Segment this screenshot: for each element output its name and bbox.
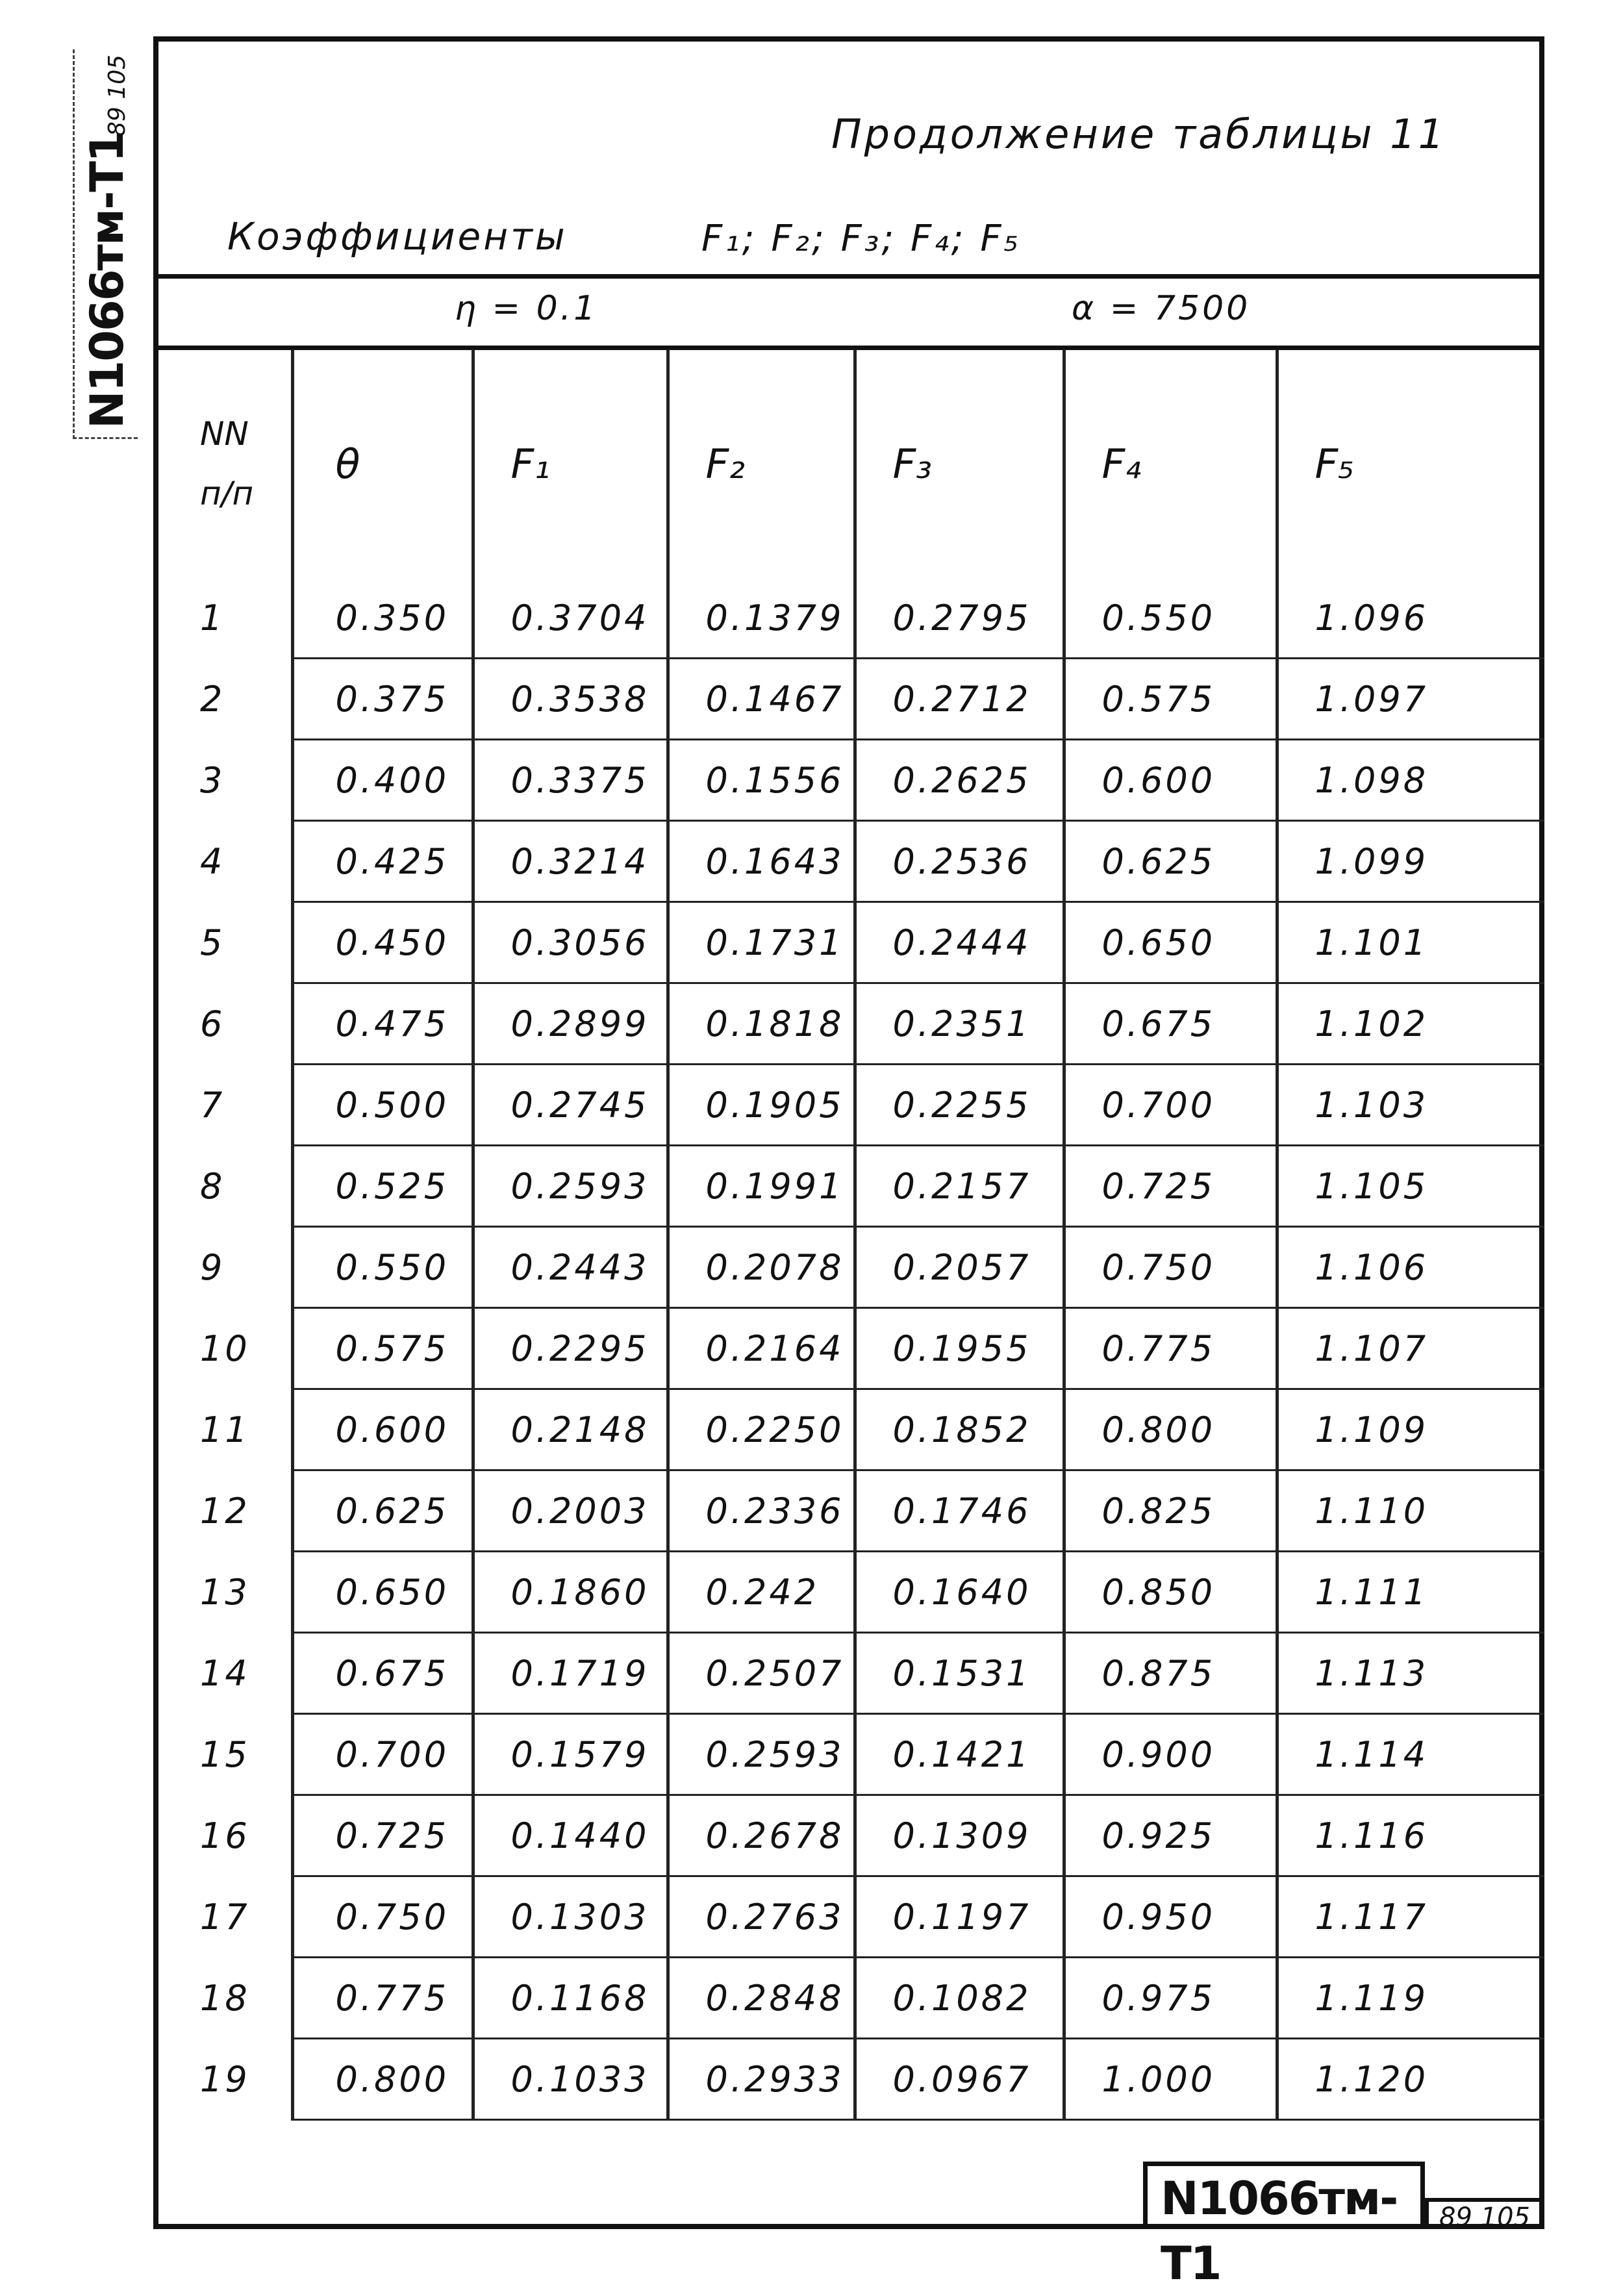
f4-value: 0.975 — [1064, 1958, 1277, 2039]
f3-value: 0.1197 — [855, 1876, 1064, 1958]
f1-value: 0.2148 — [473, 1389, 668, 1470]
table-row — [153, 1227, 1544, 1308]
table-row — [153, 902, 1544, 983]
column-header-number: NN п/п — [200, 415, 254, 512]
f2-value: 0.1991 — [668, 1146, 855, 1227]
f1-value: 0.3538 — [473, 659, 668, 740]
f5-value: 1.109 — [1277, 1389, 1544, 1470]
table-continuation-title: Продолжение таблицы 11 — [831, 110, 1447, 158]
f2-value: 0.2678 — [668, 1795, 855, 1876]
f3-value: 0.1955 — [855, 1308, 1064, 1389]
f1-value: 0.3375 — [473, 740, 668, 821]
theta-value: 0.625 — [292, 1470, 473, 1552]
theta-value: 0.350 — [292, 578, 473, 659]
f3-value: 0.1082 — [855, 1958, 1064, 2039]
f5-value: 1.102 — [1277, 983, 1544, 1065]
f3-value: 0.1746 — [855, 1470, 1064, 1552]
column-header-f4: F₄ — [1064, 349, 1277, 578]
table-row — [153, 2039, 1544, 2120]
f3-value: 0.2057 — [855, 1227, 1064, 1308]
theta-value: 0.575 — [292, 1308, 473, 1389]
f1-value: 0.1719 — [473, 1633, 668, 1714]
table-row — [153, 1958, 1544, 2039]
f5-value: 1.101 — [1277, 902, 1544, 983]
f1-value: 0.1303 — [473, 1876, 668, 1958]
theta-value: 0.775 — [292, 1958, 473, 2039]
table-row — [153, 1714, 1544, 1795]
f3-value: 0.2444 — [855, 902, 1064, 983]
f3-value: 0.0967 — [855, 2039, 1064, 2120]
f5-value: 1.106 — [1277, 1227, 1544, 1308]
row-number: 14 — [200, 1652, 250, 1694]
f4-value: 0.575 — [1064, 659, 1277, 740]
f1-value: 0.3214 — [473, 821, 668, 902]
f5-value: 1.107 — [1277, 1308, 1544, 1389]
column-header-f3: F₃ — [855, 349, 1064, 578]
row-number: 7 — [200, 1084, 225, 1126]
f5-value: 1.105 — [1277, 1146, 1544, 1227]
f4-value: 1.000 — [1064, 2039, 1277, 2120]
theta-value: 0.750 — [292, 1876, 473, 1958]
f5-value: 1.119 — [1277, 1958, 1544, 2039]
f5-value: 1.117 — [1277, 1876, 1544, 1958]
theta-value: 0.450 — [292, 902, 473, 983]
f2-value: 0.1731 — [668, 902, 855, 983]
f5-value: 1.120 — [1277, 2039, 1544, 2120]
theta-value: 0.475 — [292, 983, 473, 1065]
f3-value: 0.2157 — [855, 1146, 1064, 1227]
f5-value: 1.103 — [1277, 1065, 1544, 1146]
table-row — [153, 1633, 1544, 1714]
f3-value: 0.1309 — [855, 1795, 1064, 1876]
divider-top — [153, 274, 1544, 279]
theta-value: 0.525 — [292, 1146, 473, 1227]
table-row — [153, 1876, 1544, 1958]
f5-value: 1.113 — [1277, 1633, 1544, 1714]
f5-value: 1.096 — [1277, 578, 1544, 659]
f3-value: 0.1421 — [855, 1714, 1064, 1795]
side-page-number: 89 105 — [104, 55, 131, 136]
theta-value: 0.650 — [292, 1552, 473, 1633]
row-number: 12 — [200, 1490, 250, 1532]
table-row — [153, 740, 1544, 821]
f1-value: 0.2443 — [473, 1227, 668, 1308]
f3-value: 0.1852 — [855, 1389, 1064, 1470]
theta-value: 0.675 — [292, 1633, 473, 1714]
table-row — [153, 1552, 1544, 1633]
coefficients-table — [153, 349, 1544, 2121]
f3-value: 0.2625 — [855, 740, 1064, 821]
column-header-theta: θ — [292, 349, 473, 578]
f2-value: 0.2078 — [668, 1227, 855, 1308]
parameter-alpha: α = 7500 — [1072, 289, 1251, 328]
f4-value: 0.750 — [1064, 1227, 1277, 1308]
f5-value: 1.098 — [1277, 740, 1544, 821]
row-number: 13 — [200, 1571, 250, 1613]
row-number: 9 — [200, 1246, 225, 1288]
f3-value: 0.1531 — [855, 1633, 1064, 1714]
f4-value: 0.950 — [1064, 1876, 1277, 1958]
row-number: 18 — [200, 1977, 250, 2019]
row-number: 15 — [200, 1734, 250, 1775]
f3-value: 0.2795 — [855, 578, 1064, 659]
f4-value: 0.825 — [1064, 1470, 1277, 1552]
row-number: 11 — [200, 1409, 250, 1450]
table-row — [153, 1389, 1544, 1470]
f2-value: 0.2250 — [668, 1389, 855, 1470]
row-number: 16 — [200, 1815, 250, 1856]
f1-value: 0.2295 — [473, 1308, 668, 1389]
table-row — [153, 659, 1544, 740]
f2-value: 0.2763 — [668, 1876, 855, 1958]
table-header-row — [153, 349, 1544, 578]
f2-value: 0.1905 — [668, 1065, 855, 1146]
theta-value: 0.425 — [292, 821, 473, 902]
theta-value: 0.700 — [292, 1714, 473, 1795]
f2-value: 0.1556 — [668, 740, 855, 821]
row-number: 17 — [200, 1896, 250, 1937]
row-number: 1 — [200, 598, 225, 639]
side-document-code: N1066тм-Т1 — [81, 132, 134, 429]
theta-value: 0.500 — [292, 1065, 473, 1146]
row-number: 3 — [200, 759, 225, 801]
f1-value: 0.1168 — [473, 1958, 668, 2039]
row-number: 19 — [200, 2058, 250, 2100]
f2-value: 0.1467 — [668, 659, 855, 740]
row-number: 5 — [200, 922, 225, 963]
f4-value: 0.550 — [1064, 578, 1277, 659]
f2-value: 0.2164 — [668, 1308, 855, 1389]
f2-value: 0.2933 — [668, 2039, 855, 2120]
f5-value: 1.097 — [1277, 659, 1544, 740]
f5-value: 1.099 — [1277, 821, 1544, 902]
theta-value: 0.550 — [292, 1227, 473, 1308]
theta-value: 0.400 — [292, 740, 473, 821]
f1-value: 0.3056 — [473, 902, 668, 983]
column-header-f1: F₁ — [473, 349, 668, 578]
f5-value: 1.114 — [1277, 1714, 1544, 1795]
f4-value: 0.925 — [1064, 1795, 1277, 1876]
f4-value: 0.775 — [1064, 1308, 1277, 1389]
column-header-f5: F₅ — [1277, 349, 1544, 578]
table-row — [153, 1146, 1544, 1227]
table-row — [153, 1065, 1544, 1146]
f3-value: 0.1640 — [855, 1552, 1064, 1633]
f4-value: 0.675 — [1064, 983, 1277, 1065]
table-row — [153, 578, 1544, 659]
f2-value: 0.2848 — [668, 1958, 855, 2039]
row-number: 8 — [200, 1165, 225, 1207]
table-row — [153, 983, 1544, 1065]
f4-value: 0.700 — [1064, 1065, 1277, 1146]
f1-value: 0.3704 — [473, 578, 668, 659]
f4-value: 0.725 — [1064, 1146, 1277, 1227]
f4-value: 0.625 — [1064, 821, 1277, 902]
theta-value: 0.725 — [292, 1795, 473, 1876]
table-body — [153, 578, 1544, 2120]
table-row — [153, 1308, 1544, 1389]
theta-value: 0.600 — [292, 1389, 473, 1470]
coefficients-label: Коэффициенты — [227, 214, 568, 259]
row-number: 2 — [200, 678, 225, 720]
f3-value: 0.2536 — [855, 821, 1064, 902]
f1-value: 0.2745 — [473, 1065, 668, 1146]
f5-value: 1.110 — [1277, 1470, 1544, 1552]
f2-value: 0.242 — [668, 1552, 855, 1633]
f1-value: 0.1860 — [473, 1552, 668, 1633]
f1-value: 0.1033 — [473, 2039, 668, 2120]
parameter-eta: η = 0.1 — [455, 289, 598, 328]
f2-value: 0.2507 — [668, 1633, 855, 1714]
f1-value: 0.2899 — [473, 983, 668, 1065]
f2-value: 0.2336 — [668, 1470, 855, 1552]
f5-value: 1.116 — [1277, 1795, 1544, 1876]
f1-value: 0.2593 — [473, 1146, 668, 1227]
table-row — [153, 1470, 1544, 1552]
f3-value: 0.2351 — [855, 983, 1064, 1065]
table-row — [153, 821, 1544, 902]
f4-value: 0.850 — [1064, 1552, 1277, 1633]
f1-value: 0.2003 — [473, 1470, 668, 1552]
f4-value: 0.600 — [1064, 740, 1277, 821]
theta-value: 0.375 — [292, 659, 473, 740]
f4-value: 0.875 — [1064, 1633, 1277, 1714]
table-row — [153, 1795, 1544, 1876]
f1-value: 0.1440 — [473, 1795, 668, 1876]
f1-value: 0.1579 — [473, 1714, 668, 1795]
f2-value: 0.1379 — [668, 578, 855, 659]
f3-value: 0.2712 — [855, 659, 1064, 740]
row-number: 6 — [200, 1003, 225, 1044]
f2-value: 0.1643 — [668, 821, 855, 902]
f4-value: 0.900 — [1064, 1714, 1277, 1795]
page-number-box: 89 105 — [1425, 2198, 1544, 2229]
f3-value: 0.2255 — [855, 1065, 1064, 1146]
f5-value: 1.111 — [1277, 1552, 1544, 1633]
row-number: 4 — [200, 840, 225, 882]
coefficients-symbols: F₁; F₂; F₃; F₄; F₅ — [701, 218, 1021, 260]
f2-value: 0.1818 — [668, 983, 855, 1065]
row-number: 10 — [200, 1328, 250, 1369]
f2-value: 0.2593 — [668, 1714, 855, 1795]
column-header-f2: F₂ — [668, 349, 855, 578]
theta-value: 0.800 — [292, 2039, 473, 2120]
document-code-stamp: N1066тм-Т1 — [1143, 2162, 1425, 2229]
f4-value: 0.800 — [1064, 1389, 1277, 1470]
f4-value: 0.650 — [1064, 902, 1277, 983]
